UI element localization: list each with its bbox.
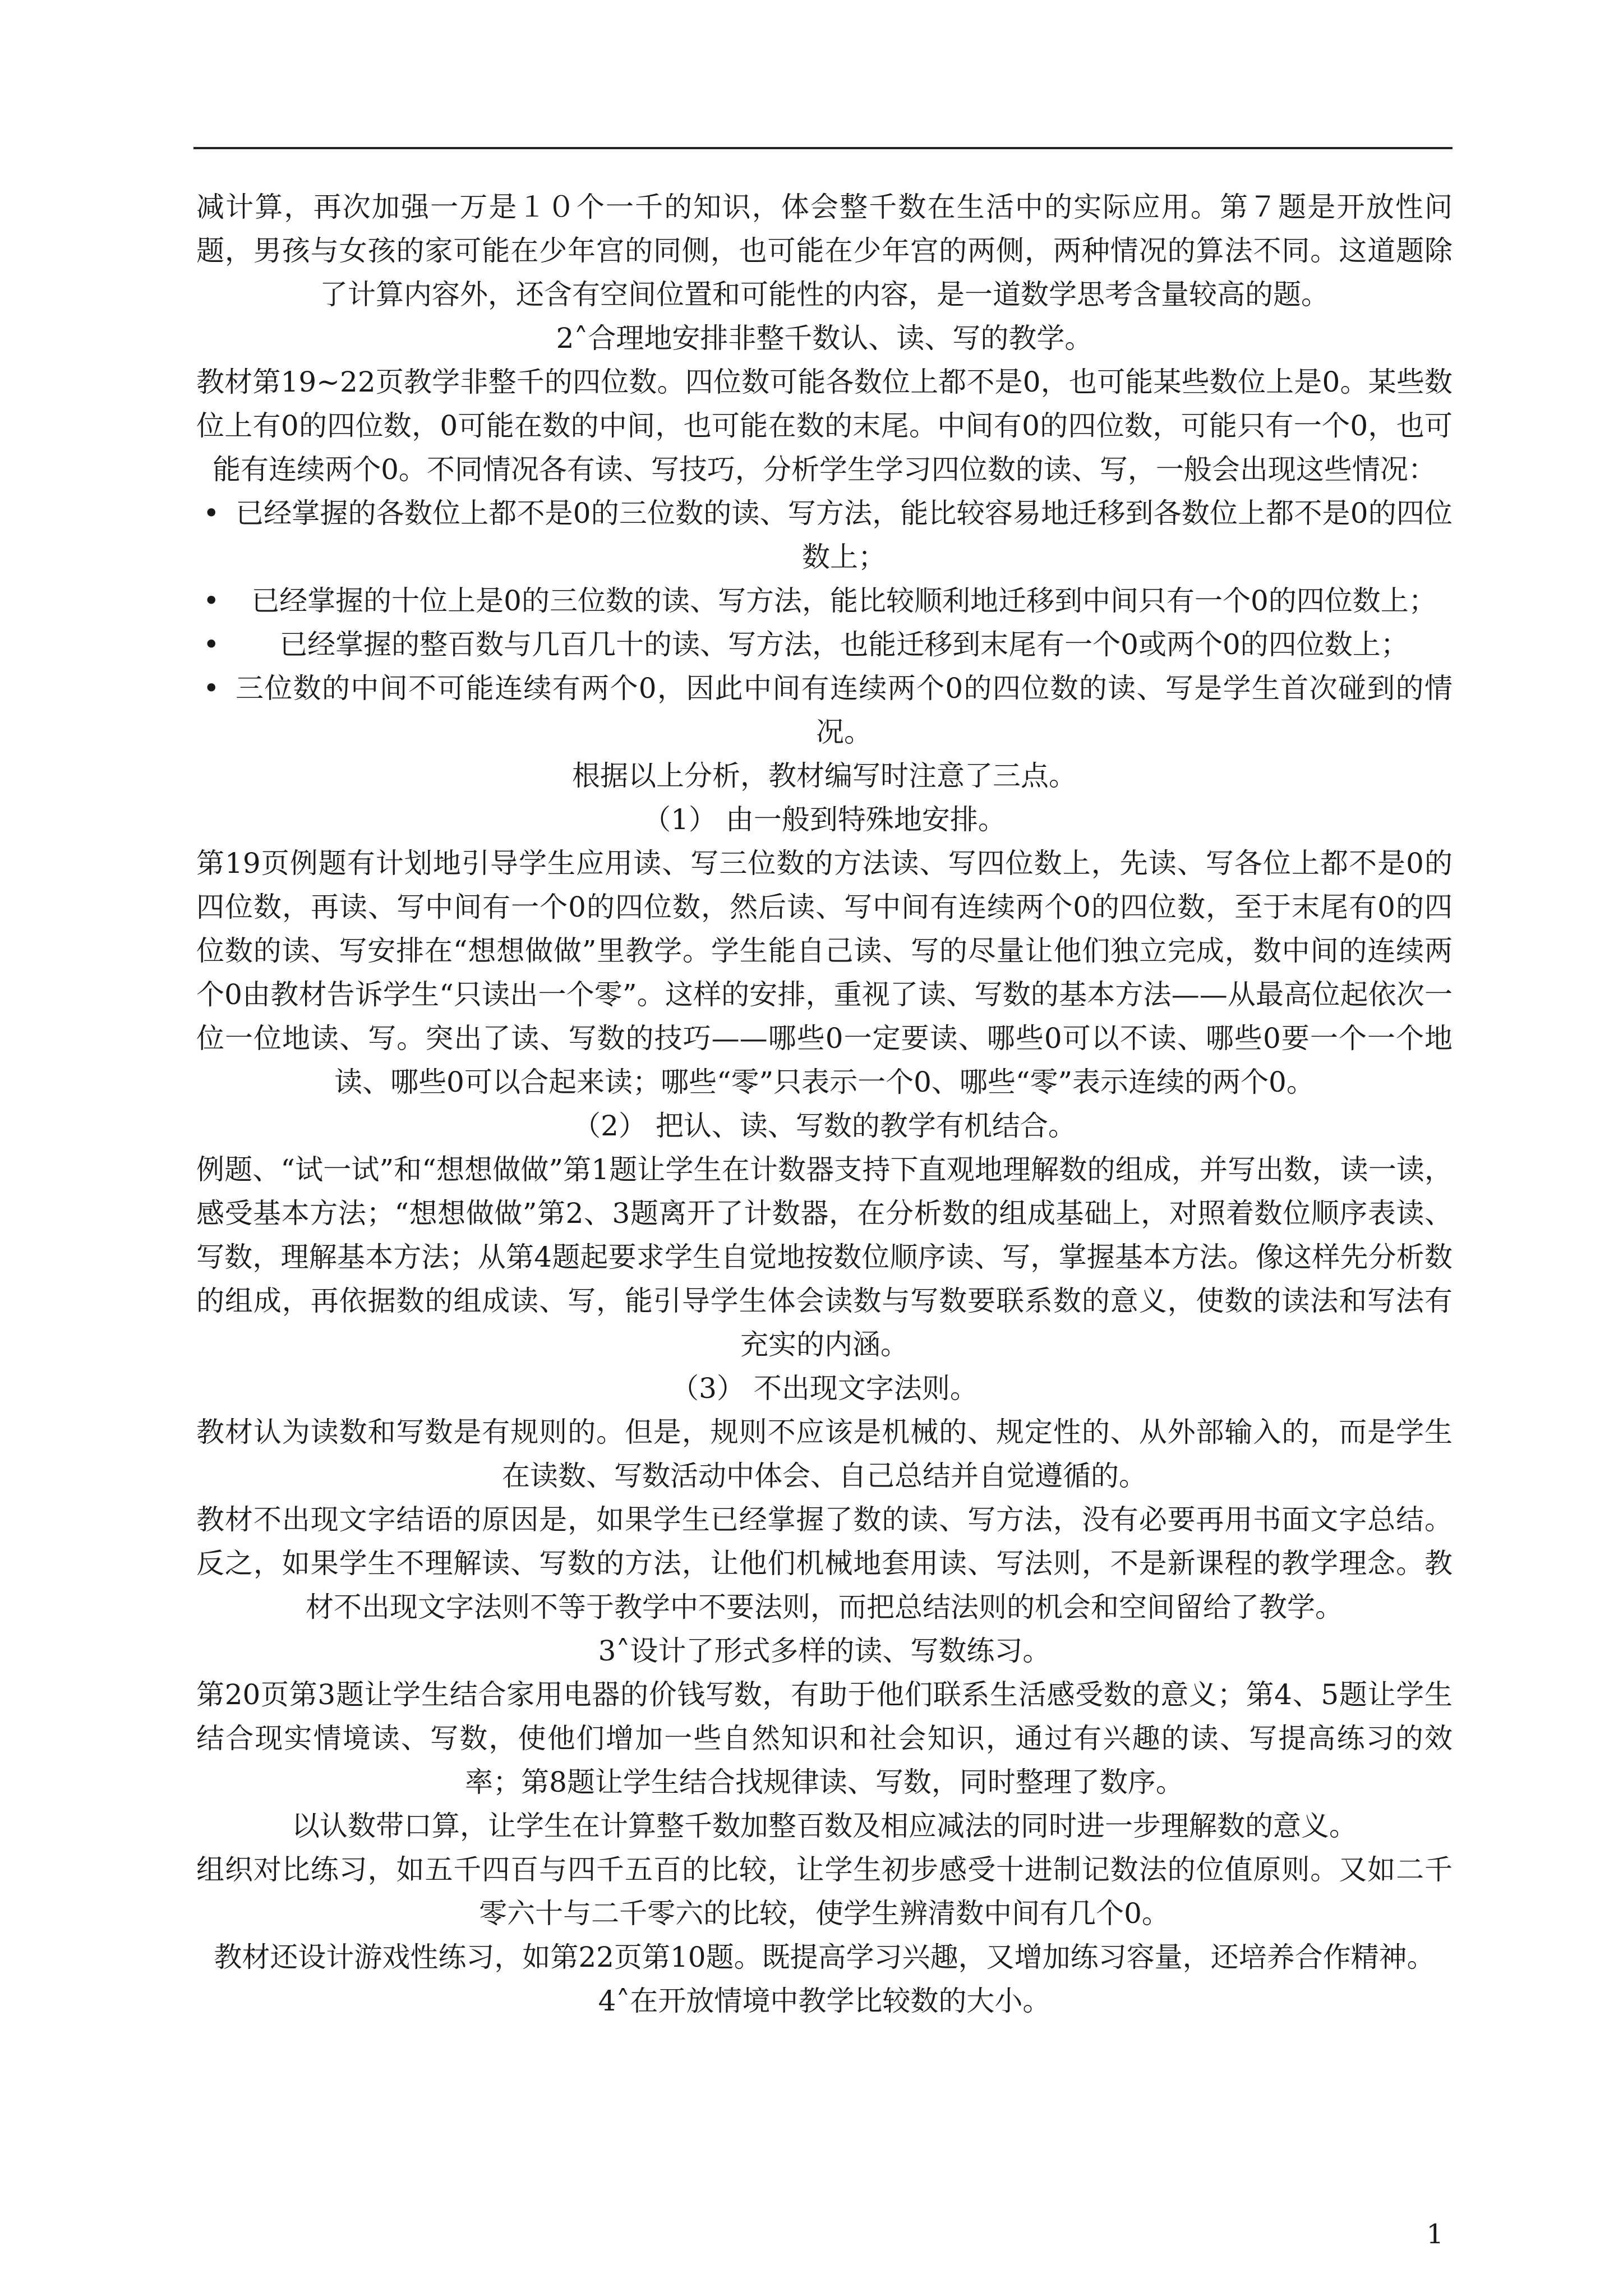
body-paragraph: 第19页例题有计划地引导学生应用读、写三位数的方法读、写四位数上，先读、写各位上都不是0的四位数，再读、写中间有一个0的四位数，然后读、写中间有连续两个0的四位数，至于末尾有0的四位数的读、写安排在“想想做做”里教学。学生能自己读、写的尽量让他们独立完成，数中间的连续两个0由教材告诉学生“只读出一个零”。这样的安排，重视了读、写数的基本方法——从最高位起依次一位一位地读、写。突出了读、写数的技巧——哪些0一定要读、哪些0可以不读、哪些0要一个一个地读、哪些0可以合起来读；哪些“零”只表示一个0、哪些“零”表示连续的两个0。 — [196, 847, 1453, 1098]
page-number: 1 — [1426, 2219, 1444, 2250]
body-paragraph: 教材还设计游戏性练习，如第22页第10题。既提高学习兴趣，又增加练习容量，还培养合作精神。 — [214, 1941, 1435, 1973]
bullet-text: 已经掌握的十位上是0的三位数的读、写方法，能比较顺利地迁移到中间只有一个0的四位数上； — [251, 585, 1437, 617]
bullet-item — [196, 579, 1453, 623]
heading-line: （3） 不出现文字法则。 — [671, 1372, 978, 1405]
body-paragraph: 第20页第3题让学生结合家用电器的价钱写数，有助于他们联系生活感受数的意义；第4、5题让学生结合现实情境读、写数，使他们增加一些自然知识和社会知识，通过有兴趣的读、写提高练习的效率；第8题让学生结合找规律读、写数，同时整理了数序。 — [196, 1678, 1453, 1798]
heading-line: 2˄合理地安排非整千数认、读、写的教学。 — [556, 322, 1093, 355]
body-paragraph: 教材认为读数和写数是有规则的。但是，规则不应该是机械的、规定性的、从外部输入的，而是学生在读数、写数活动中体会、自己总结并自觉遵循的。 — [196, 1416, 1453, 1492]
bullet-item — [196, 666, 1453, 754]
bullet-text: 三位数的中间不可能连续有两个0，因此中间有连续两个0的四位数的读、写是学生首次碰到的情况。 — [236, 672, 1453, 748]
heading-line: 根据以上分析，教材编写时注意了三点。 — [572, 760, 1077, 792]
body-paragraph: 组织对比练习，如五千四百与四千五百的比较，让学生初步感受十进制记数法的位值原则。又如二千零六十与二千零六的比较，使学生辨清数中间有几个0。 — [196, 1853, 1453, 1930]
bullet-icon: • — [203, 672, 220, 705]
document-body — [196, 185, 1453, 2023]
body-paragraph: 教材第19~22页教学非整千的四位数。四位数可能各数位上都不是0，也可能某些数位上是0。某些数位上有0的四位数，0可能在数的中间，也可能在数的末尾。中间有0的四位数，可能只有一个0，也可能有连续两个0。不同情况各有读、写技巧，分析学生学习四位数的读、写，一般会出现这些情况： — [196, 366, 1453, 486]
heading-line: 以认数带口算，让学生在计算整千数加整百数及相应减法的同时进一步理解数的意义。 — [292, 1810, 1357, 1842]
heading-line: 3˄设计了形式多样的读、写数练习。 — [598, 1635, 1051, 1667]
header-rule — [193, 147, 1453, 149]
heading-line: （1） 由一般到特殊地安排。 — [643, 803, 1006, 836]
bullet-item — [196, 623, 1453, 666]
bullet-icon: • — [203, 585, 220, 617]
body-paragraph: 例题、“试一试”和“想想做做”第1题让学生在计数器支持下直观地理解数的组成，并写出数，读一读，感受基本方法；“想想做做”第2、3题离开了计数器，在分析数的组成基础上，对照着数位顺序表读、写数，理解基本方法；从第4题起要求学生自觉地按数位顺序读、写，掌握基本方法。像这样先分析数的组成，再依据数的组成读、写，能引导学生体会读数与写数要联系数的意义，使数的读法和写法有充实的内涵。 — [196, 1153, 1453, 1361]
heading-line: （2） 把认、读、写数的教学有机结合。 — [573, 1110, 1076, 1142]
bullet-text: 已经掌握的整百数与几百几十的读、写方法，也能迁移到末尾有一个0或两个0的四位数上； — [279, 628, 1409, 661]
body-paragraph: 教材不出现文字结语的原因是，如果学生已经掌握了数的读、写方法，没有必要再用书面文字总结。反之，如果学生不理解读、写数的方法，让他们机械地套用读、写法则，不是新课程的教学理念。教材不出现文字法则不等于教学中不要法则，而把总结法则的机会和空间留给了教学。 — [196, 1503, 1453, 1623]
heading-line: 4˄在开放情境中教学比较数的大小。 — [598, 1985, 1051, 2017]
bullet-icon: • — [203, 497, 220, 530]
bullet-icon: • — [203, 628, 220, 661]
bullet-text: 已经掌握的各数位上都不是0的三位数的读、写方法，能比较容易地迁移到各数位上都不是0的四位数上； — [236, 497, 1453, 573]
body-paragraph: 减计算，再次加强一万是１０个一千的知识，体会整千数在生活中的实际应用。第７题是开放性问题，男孩与女孩的家可能在少年宫的同侧，也可能在少年宫的两侧，两种情况的算法不同。这道题除了计算内容外，还含有空间位置和可能性的内容，是一道数学思考含量较高的题。 — [196, 191, 1453, 311]
bullet-item — [196, 491, 1453, 579]
